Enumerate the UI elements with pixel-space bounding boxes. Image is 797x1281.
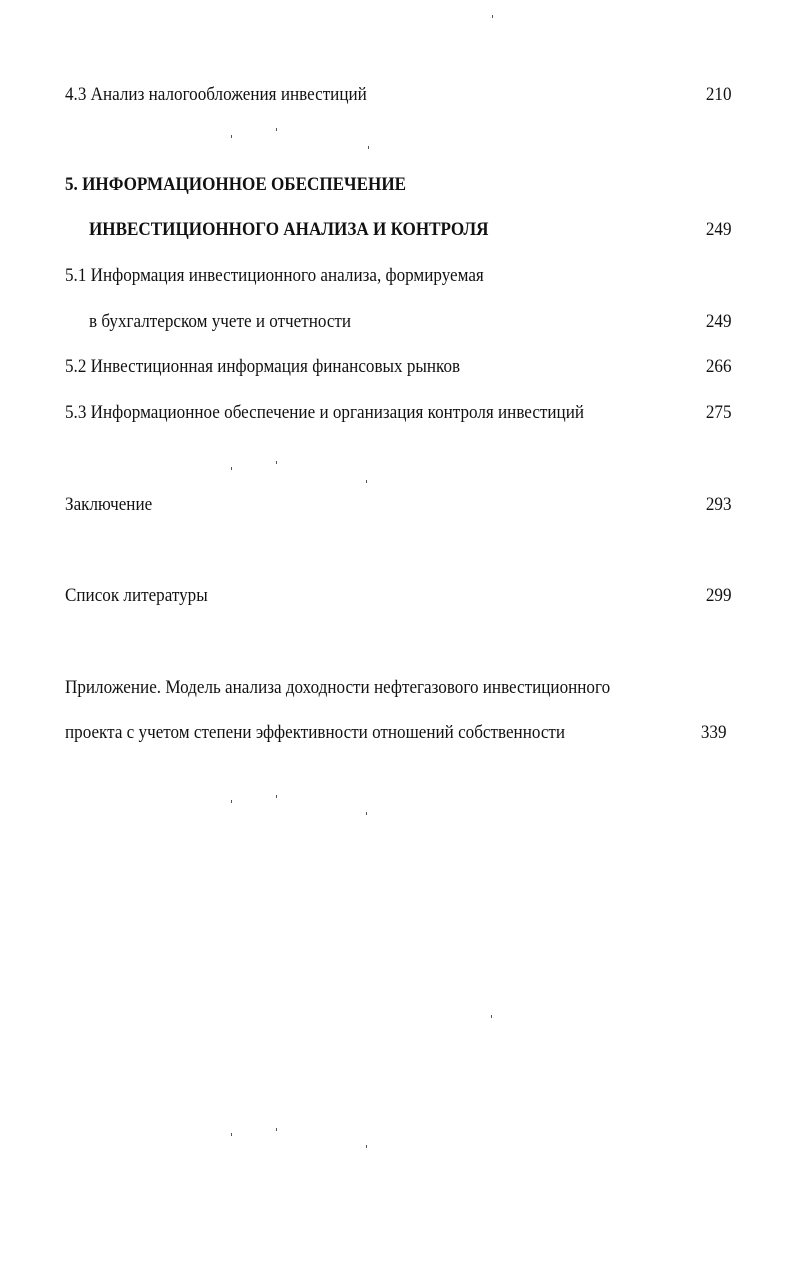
toc-entry-title: Список литературы [65, 585, 208, 606]
scan-speck [276, 795, 277, 798]
scan-speck [231, 135, 232, 138]
toc-entry-title: 5.1 Информация инвестиционного анализа, формируемая [65, 265, 484, 286]
scan-speck [366, 812, 367, 815]
toc-entry [0, 355, 797, 379]
toc-entry-title: 4.3 Анализ налогообложения инвестиций [65, 84, 367, 105]
toc-entry-title: в бухгалтерском учете и отчетности [89, 311, 352, 332]
toc-entry-title: 5. ИНФОРМАЦИОННОЕ ОБЕСПЕЧЕНИЕ [65, 174, 407, 195]
toc-entry [0, 401, 797, 425]
toc-entry [0, 264, 797, 288]
toc-entry-title: ИНВЕСТИЦИОННОГО АНАЛИЗА И КОНТРОЛЯ [89, 219, 489, 240]
scan-speck [492, 15, 493, 18]
toc-entry-title: Приложение. Модель анализа доходности нефтегазового инвестиционного [65, 677, 611, 698]
toc-entry-title: 5.2 Инвестиционная информация финансовых рынков [65, 356, 461, 377]
toc-entry-page: 249 [705, 219, 731, 240]
toc-entry-page: 293 [705, 494, 731, 515]
toc-entry-page: 275 [705, 402, 731, 423]
toc-entry-title: 5.3 Информационное обеспечение и организация контроля инвестиций [65, 402, 585, 423]
scan-speck [276, 128, 277, 131]
toc-entry-page: 210 [705, 84, 731, 105]
toc-entry-page: 249 [705, 311, 731, 332]
toc-entry-title: проекта с учетом степени эффективности отношений собственности [65, 722, 566, 743]
toc-chapter-heading [0, 173, 797, 197]
toc-entry [0, 83, 797, 107]
toc-entry-page: 339 [700, 722, 726, 743]
toc-entry-title: Заключение [65, 494, 153, 515]
scan-speck [231, 800, 232, 803]
toc-entry [0, 676, 797, 700]
scan-speck [231, 1133, 232, 1136]
toc-entry-page: 266 [705, 356, 731, 377]
toc-entry [0, 721, 797, 745]
toc-entry-page: 299 [705, 585, 731, 606]
scan-speck [366, 1145, 367, 1148]
scan-speck [276, 1128, 277, 1131]
toc-entry [0, 493, 797, 517]
scan-speck [366, 480, 367, 483]
toc-entry [0, 584, 797, 608]
toc-entry [0, 310, 797, 334]
toc-chapter-heading [0, 218, 797, 242]
scan-speck [368, 146, 369, 149]
scan-speck [491, 1015, 492, 1018]
scan-speck [231, 467, 232, 470]
scan-speck [276, 461, 277, 464]
